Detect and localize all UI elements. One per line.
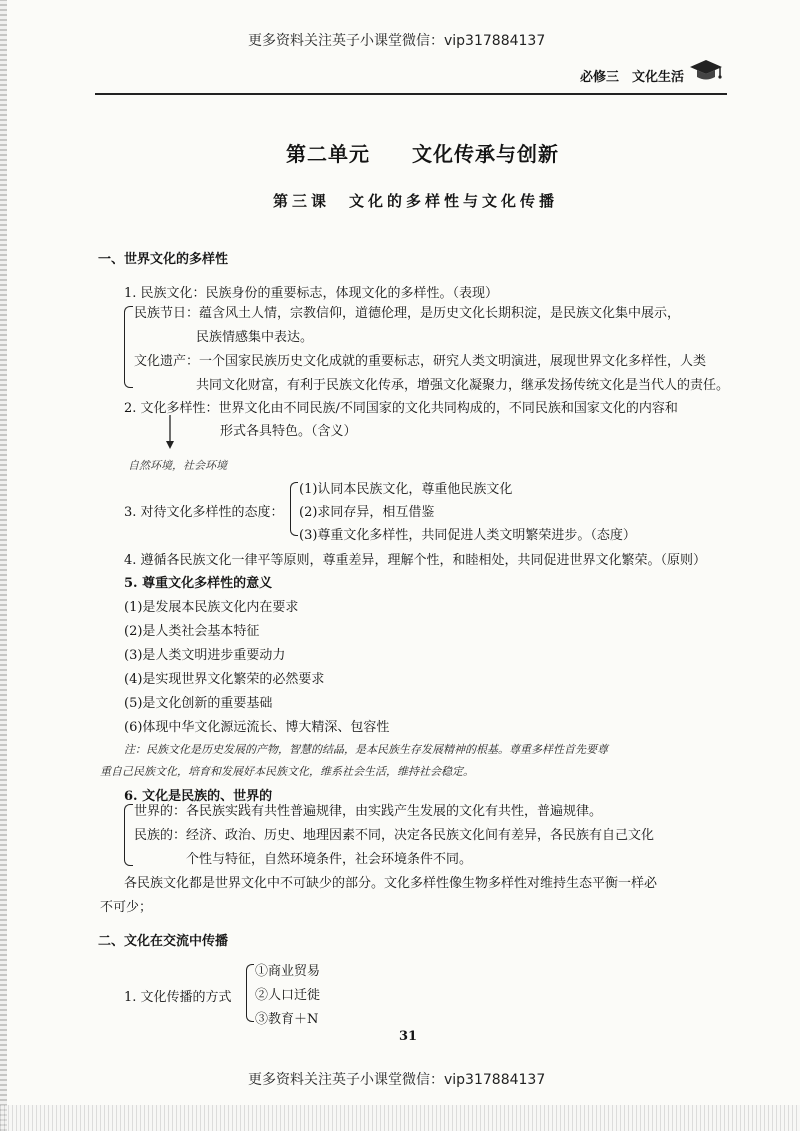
attitude-point-3: (3)尊重文化多样性，共同促进人类文明繁荣进步。（态度）: [299, 528, 636, 543]
festival-line-1: 民族节日：蕴含风土人情，宗教信仰，道德伦理，是历史文化长期积淀，是民族文化集中展示，: [134, 306, 681, 321]
world-explanation: 世界的：各民族实践有共性普遍规律，由实践产生发展的文化有共性，普遍规律。: [134, 804, 603, 819]
watermark-bottom: 更多资料关注英子小课堂微信：vip317884137: [248, 1072, 546, 1088]
section-heading-spread: 二、文化在交流中传播: [98, 934, 229, 949]
summary-line-1: 各民族文化都是世界文化中不可缺少的部分。文化多样性像生物多样性对维持生态平衡一样必: [124, 876, 658, 891]
item-significance-heading: 5. 尊重文化多样性的意义: [124, 576, 273, 591]
significance-point-4: (4)是实现世界文化繁荣的必然要求: [124, 672, 325, 687]
heritage-line-1: 文化遗产：一个国家民族历史文化成就的重要标志，研究人类文明演进，展现世界文化多样性，人类: [134, 354, 707, 369]
watermark-top: 更多资料关注英子小课堂微信：vip317884137: [248, 33, 546, 49]
brace-spread-ways: [246, 964, 254, 1022]
significance-point-1: (1)是发展本民族文化内在要求: [124, 600, 299, 615]
brace-national-world: [124, 804, 133, 866]
handwritten-note-environment: 自然环境，社会环境: [128, 459, 227, 472]
summary-line-2: 不可少；: [100, 900, 153, 915]
scan-edge-bottom: [0, 1105, 800, 1131]
item-national-world: 6. 文化是民族的、世界的: [124, 789, 273, 804]
significance-point-5: (5)是文化创新的重要基础: [124, 696, 273, 711]
brace-expressions: [124, 306, 133, 388]
significance-point-3: (3)是人类文明进步重要动力: [124, 648, 286, 663]
significance-point-2: (2)是人类社会基本特征: [124, 624, 260, 639]
lesson-title: 第三课 文化的多样性与文化传播: [273, 192, 559, 210]
spread-way-1: ①商业贸易: [255, 964, 321, 979]
brace-attitudes: [290, 482, 298, 536]
festival-line-2: 民族情感集中表达。: [196, 330, 314, 345]
scan-edge-left: [0, 0, 7, 1131]
attitude-point-2: (2)求同存异，相互借鉴: [299, 505, 435, 520]
attitude-point-1: (1)认同本民族文化，尊重他民族文化: [299, 482, 513, 497]
item-national-culture: 1. 民族文化：民族身份的重要标志，体现文化的多样性。（表现）: [124, 286, 499, 301]
nation-explanation-line-2: 个性与特征，自然环境条件，社会环境条件不同。: [186, 852, 473, 867]
item-cultural-diversity-line-2: 形式各具特色。（含义）: [220, 424, 357, 439]
header-rule: [95, 93, 727, 95]
section-heading-diversity: 一、世界文化的多样性: [98, 252, 229, 267]
note-line-2: 重自己民族文化，培育和发展好本民族文化，维系社会生活，维持社会稳定。: [100, 765, 474, 778]
unit-title: 第二单元 文化传承与创新: [286, 142, 559, 166]
significance-point-6: (6)体现中华文化源远流长、博大精深、包容性: [124, 720, 390, 735]
spread-way-2: ②人口迁徙: [255, 988, 321, 1003]
graduation-cap-icon: [688, 58, 724, 82]
down-arrow-icon: [164, 415, 176, 451]
item-spread-ways-label: 1. 文化传播的方式: [124, 990, 232, 1005]
item-cultural-diversity-line-1: 2. 文化多样性：世界文化由不同民族/不同国家的文化共同构成的，不同民族和国家文化的内容和: [124, 401, 678, 416]
nation-explanation-line-1: 民族的：经济、政治、历史、地理因素不同，决定各民族文化间有差异，各民族有自己文化: [134, 828, 655, 843]
note-line-1: 注：民族文化是历史发展的产物，智慧的结晶，是本民族生存发展精神的根基。尊重多样性首先要尊: [124, 743, 608, 756]
item-principle: 4. 遵循各民族文化一律平等原则，尊重差异，理解个性，和睦相处，共同促进世界文化繁荣。（原则）: [124, 553, 707, 568]
spread-way-3: ③教育＋N: [255, 1012, 319, 1027]
page-number: 31: [399, 1029, 418, 1044]
item-attitude-label: 3. 对待文化多样性的态度：: [124, 505, 284, 520]
heritage-line-2: 共同文化财富，有利于民族文化传承，增强文化凝聚力，继承发扬传统文化是当代人的责任。: [196, 378, 730, 393]
header-course-label: 必修三 文化生活: [580, 70, 685, 85]
